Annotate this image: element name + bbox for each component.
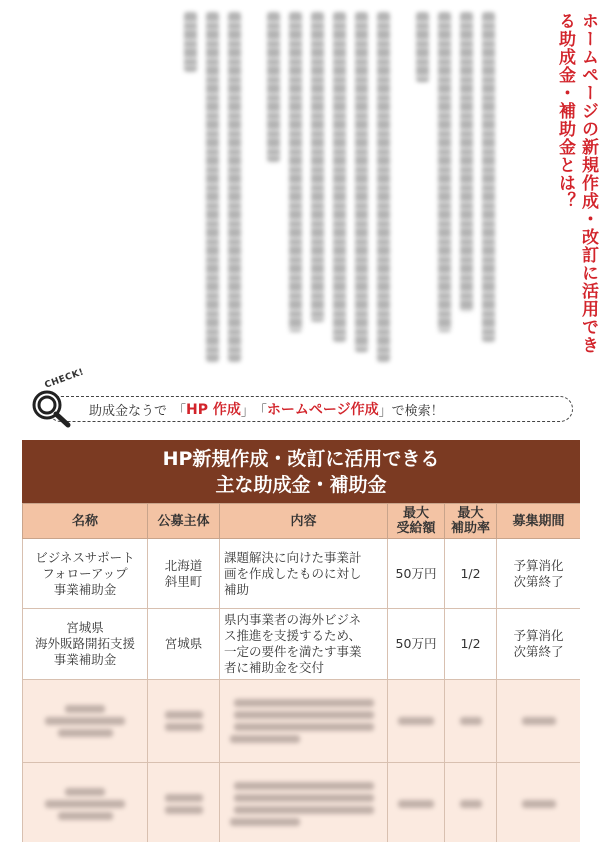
search-suffix: で検索！: [391, 403, 444, 419]
header-amount-line-1: 最大: [402, 506, 429, 521]
cell-line: 予算消化: [513, 557, 564, 573]
blurred-cell: [445, 763, 497, 842]
cell-org: [148, 609, 220, 680]
subsidy-table: [22, 440, 580, 842]
table-header-row: [23, 504, 581, 539]
search-instruction-box: [48, 396, 573, 422]
blurred-cell: [445, 680, 497, 763]
header-amount: [388, 504, 445, 539]
cell-line: 宮城県: [66, 620, 104, 635]
cell-line: ビジネスサポート: [35, 549, 135, 565]
cell-line: 宮城県: [164, 636, 203, 651]
cell-line: 県内事業者の海外ビジネ: [224, 612, 362, 627]
quote-open-2: 「: [253, 403, 267, 419]
cell-name: [23, 609, 148, 680]
header-rate-line-1: 最大: [457, 506, 484, 521]
table-row: [23, 539, 581, 609]
table-title: [22, 440, 580, 503]
header-amount-line-2: 受給額: [396, 521, 436, 536]
cell-line: 画を作成したものに対し: [224, 565, 362, 581]
subsidy-grid: [22, 503, 580, 842]
table-title-line-1: HP新規作成・改訂に活用できる: [162, 448, 440, 470]
check-label: CHECK!: [43, 367, 86, 391]
blurred-cell: [23, 680, 148, 763]
header-rate-line-2: 補助率: [450, 521, 490, 536]
blurred-cell: [220, 680, 388, 763]
quote-close-1: 」: [240, 403, 254, 419]
blurred-cell: [388, 763, 445, 842]
cell-content: [220, 609, 388, 680]
header-name: 名称: [23, 504, 148, 539]
quote-close-2: 」: [378, 403, 392, 419]
cell-line: 事業補助金: [53, 652, 117, 667]
heading-line-1: ホームページの新規作成・改訂に活用でき: [578, 12, 598, 354]
cell-line: 海外販路開拓支援: [34, 636, 135, 651]
table-title-line-2: 主な助成金・補助金: [215, 474, 387, 496]
search-prompt: [18, 367, 576, 430]
blurred-table-row: [23, 763, 581, 842]
cell-name: [23, 539, 148, 609]
cell-rate: 1/2: [445, 609, 497, 680]
header-org: 公募主体: [148, 504, 220, 539]
search-prefix: 助成金なうで: [89, 403, 168, 419]
cell-content: [220, 539, 388, 609]
search-keyword-homepage: ホームページ作成: [266, 402, 379, 418]
quote-open-1: 「: [173, 403, 187, 419]
cell-line: 者に補助金を交付: [224, 660, 325, 675]
blurred-cell: [497, 680, 581, 763]
cell-line: 次第終了: [513, 644, 564, 659]
cell-line: 斜里町: [164, 573, 203, 589]
blurred-cell: [148, 680, 220, 763]
blurred-cell: [148, 763, 220, 842]
cell-org: [148, 539, 220, 609]
cell-line: 予算消化: [513, 628, 564, 643]
blurred-cell: [23, 763, 148, 842]
blurred-cell: [388, 680, 445, 763]
cell-period: [497, 609, 581, 680]
blurred-cell: [497, 763, 581, 842]
magnifier-icon: [28, 386, 74, 428]
cell-line: 一定の要件を満たす事業: [224, 644, 362, 659]
article-heading: [516, 12, 596, 382]
cell-amount: 50万円: [388, 609, 445, 680]
header-period: 募集期間: [497, 504, 581, 539]
table-row: [23, 609, 581, 680]
cell-line: 補助: [224, 581, 250, 597]
blurred-table-row: [23, 680, 581, 763]
cell-line: フォローアップ: [42, 565, 128, 581]
header-rate: [445, 504, 497, 539]
cell-amount: 50万円: [388, 539, 445, 609]
search-keyword-hp: HP 作成: [186, 402, 241, 418]
cell-rate: 1/2: [445, 539, 497, 609]
heading-line-2: る助成金・補助金とは？: [555, 12, 575, 210]
cell-line: 事業補助金: [53, 581, 117, 597]
cell-period: [497, 539, 581, 609]
cell-line: 次第終了: [513, 573, 564, 589]
blurred-body-text: [170, 12, 495, 372]
cell-line: 課題解決に向けた事業計: [224, 549, 362, 565]
cell-line: 北海道: [164, 557, 203, 573]
header-content: 内容: [220, 504, 388, 539]
blurred-cell: [220, 763, 388, 842]
cell-line: ス推進を支援するため、: [224, 628, 362, 643]
